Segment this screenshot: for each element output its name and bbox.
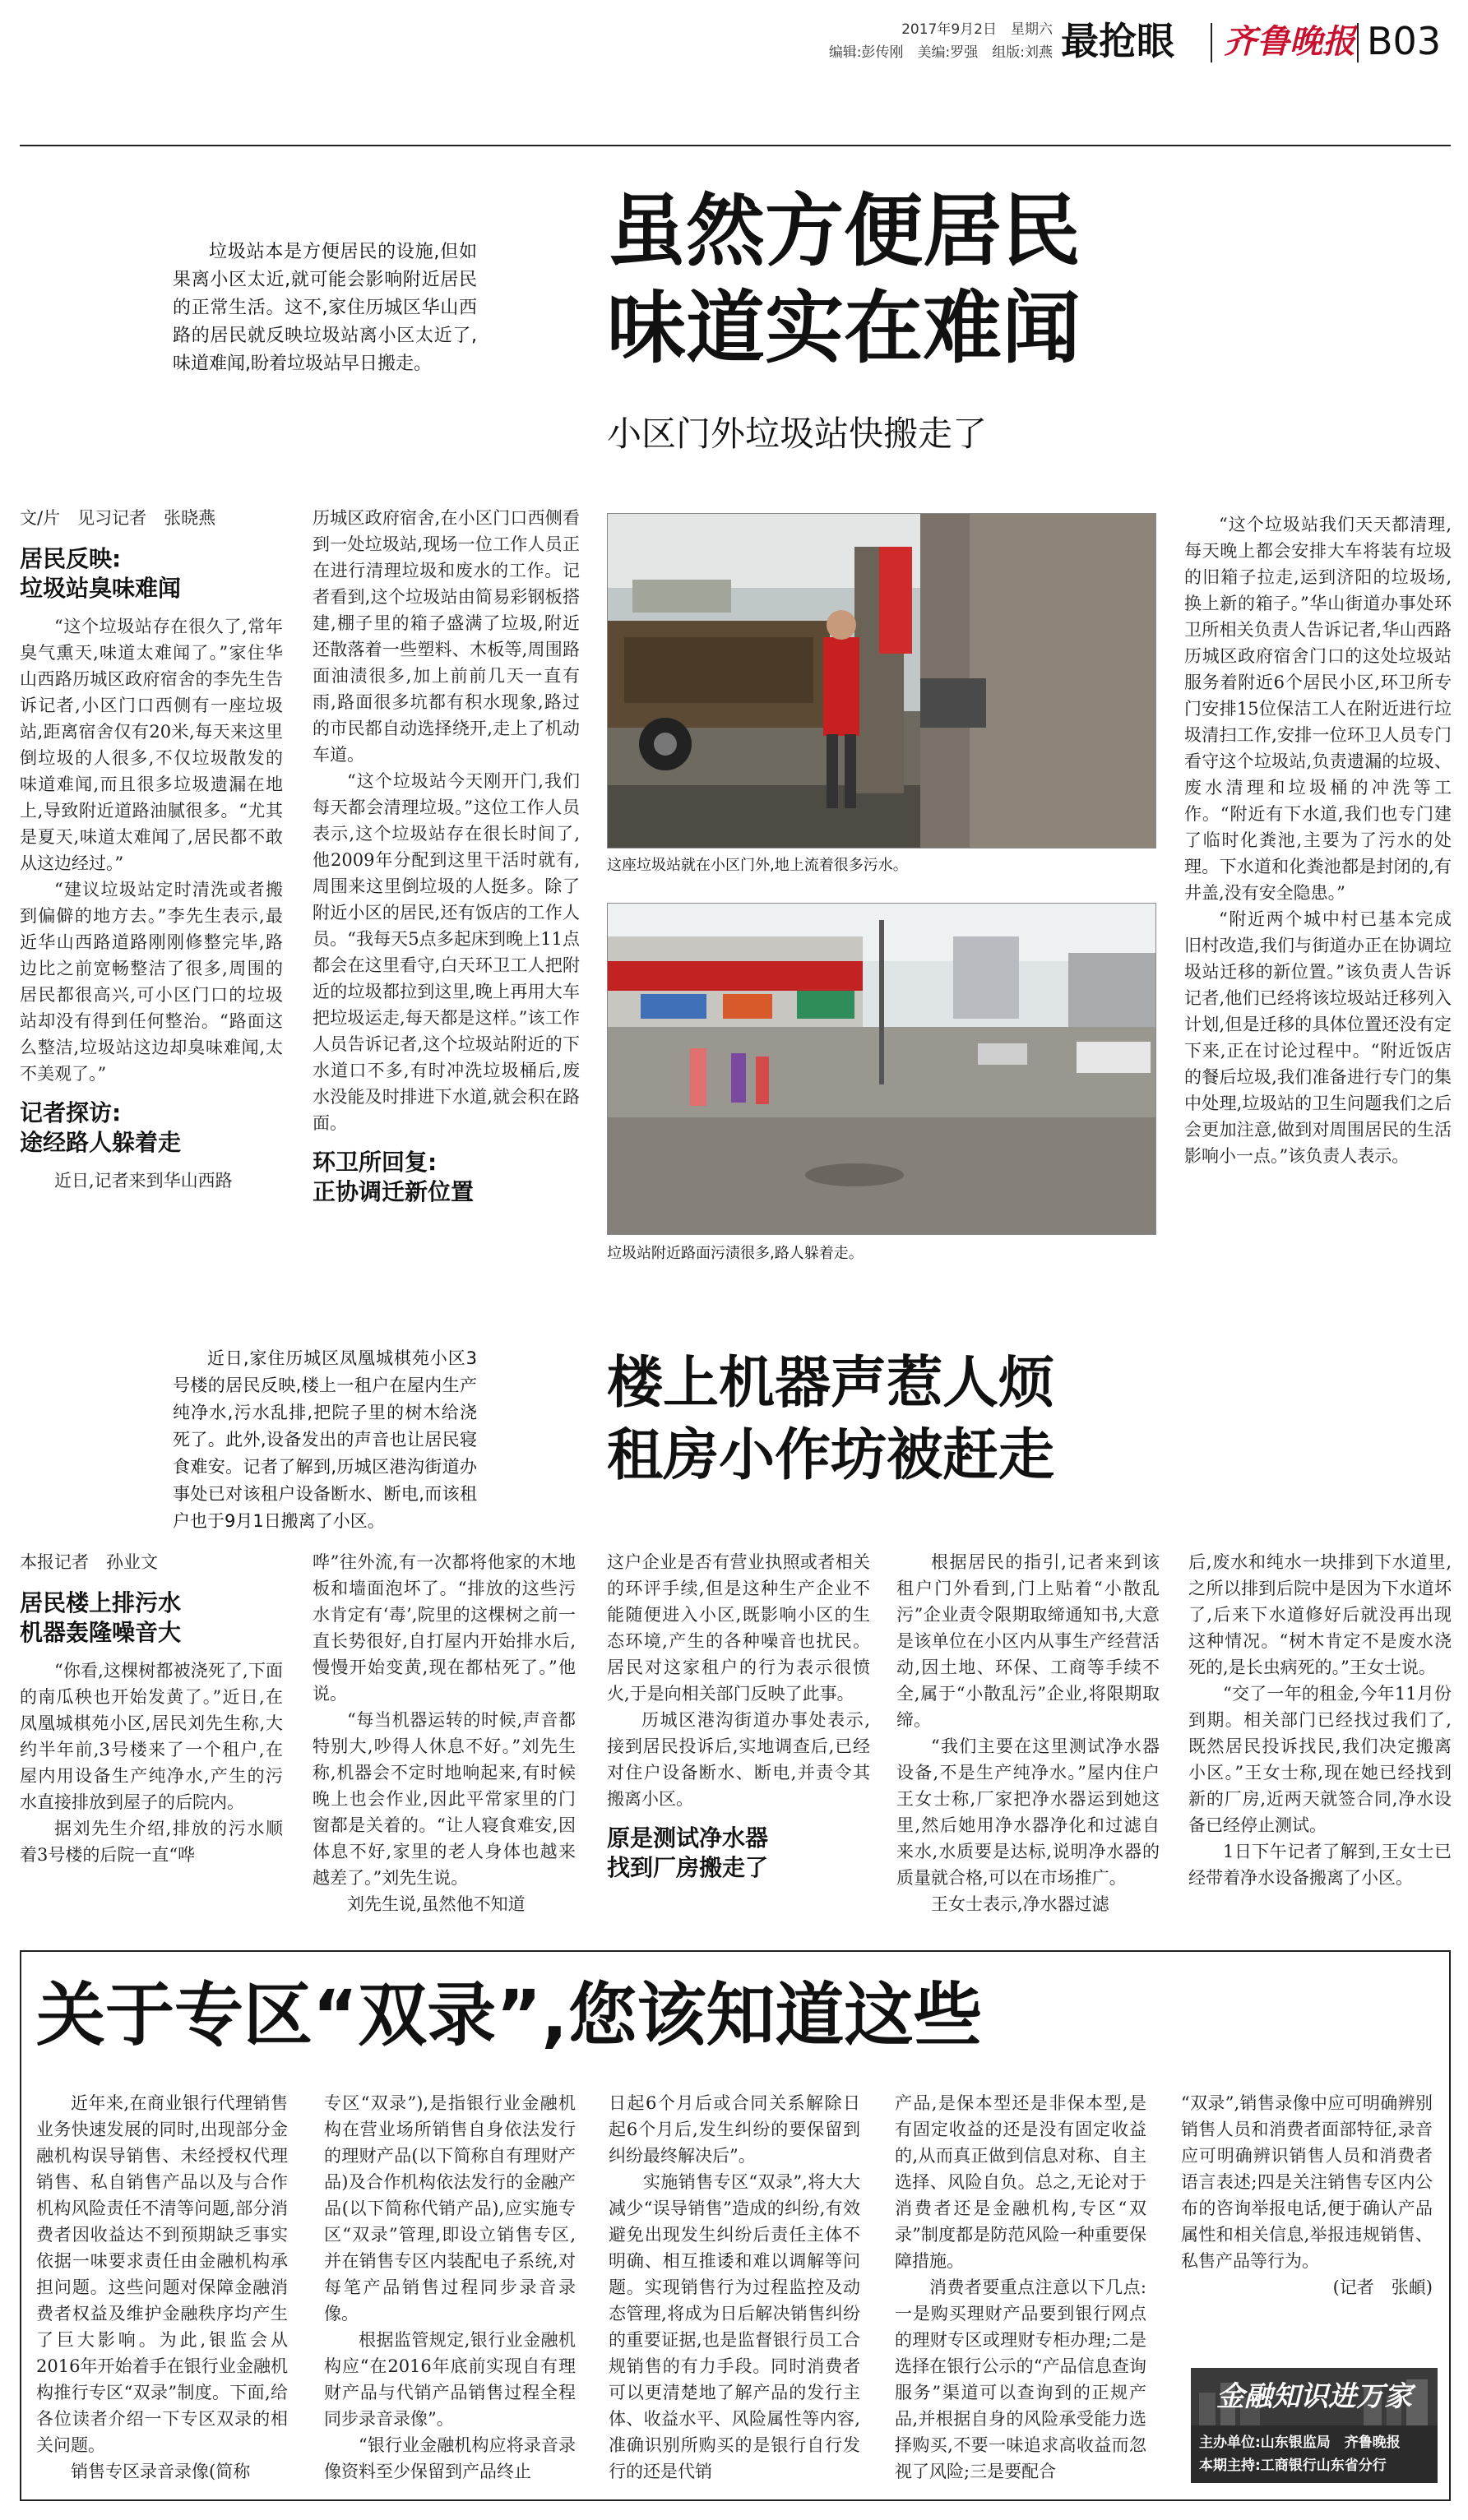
story2-subhead-2: 原是测试净水器 找到厂房搬走了 (607, 1824, 769, 1881)
story3-paragraph: 根据监管规定,银行业金融机构应“在2016年底前实现自有理财产品与代销产品销售过程全程同步录音录像”。 (324, 2330, 576, 2429)
photo-street-road (607, 903, 1156, 1235)
story2-paragraph: 后,废水和纯水一块排到下水道里,之所以排到后院中是因为下水道坏了,后来下水道修好后就没再出现这种情况。“树木肯定不是废水浇死的,是长虫病死的。”王女士说。 (1188, 1552, 1452, 1677)
story3-paragraph: “银行业金融机构应将录音录像资料至少保留到产品终止 (324, 2435, 576, 2481)
story3-paragraph: 日起6个月后或合同关系解除日起6个月后,发生纠纷的要保留到纠纷最终解决后”。 (609, 2093, 860, 2166)
story2-paragraph: 刘先生说,虽然他不知道 (347, 1894, 526, 1914)
story3-column-3 (609, 2090, 860, 2485)
page-number: B03 (1367, 19, 1442, 63)
story2-paragraph: “每当机器运转的时候,声音都特别大,吵得人休息不好。”刘先生称,机器会不定时地响起来,有时候晚上也会作业,因此平常家里的门窗都是关着的。“让人寝食难安,因体息不好,家里的老人身体也越来越差了。”刘先生说。 (313, 1710, 576, 1888)
story2-title-line1: 楼上机器声惹人烦 (607, 1351, 1055, 1416)
story2-byline: 本报记者 孙业文 (20, 1552, 158, 1572)
issue-date: 2017年9月2日 星期六 (901, 21, 1053, 38)
story1-paragraph: “这个垃圾站今天刚开门,我们每天都会清理垃圾。”这位工作人员表示,这个垃圾站存在很长时间了,他2009年分配到这里干活时就有,周围来这里倒垃圾的人挺多。除了附近小区的居民,还有饭店的工作人员。“我每天5点多起床到晚上11点都会在这里看守,白天环卫工人把附近的垃圾都拉到这里,晚上再用大车把垃圾运走,每天都是这样。”该工作人员告诉记者,这个垃圾站附近的下水道口不多,有时冲洗垃圾桶后,废水没能及时排进下水道,就会积在路面。 (313, 771, 580, 1133)
story2-column-1 (20, 1549, 283, 1868)
story3-author: (记者 张頔) (1332, 2277, 1433, 2297)
story2-paragraph: “你看,这棵树都被浇死了,下面的南瓜秧也开始发黄了。”近日,在凤凰城棋苑小区,居民刘先生称,大约半年前,3号楼来了一个租户,在屋内用设备生产纯净水,产生的污水直接排放到屋子的后院内。 (20, 1661, 283, 1812)
banner-sponsor: 本期主持:工商银行山东省分行 (1199, 2458, 1387, 2474)
banner-host: 主办单位:山东银监局 齐鲁晚报 (1199, 2434, 1401, 2451)
story2-paragraph: 根据居民的指引,记者来到该租户门外看到,门上贴着“小散乱污”企业责令限期取缔通知书,大意是该单位在小区内从事生产经营活动,因土地、环保、工商等手续不全,属于“小散乱污”企业,将限期取缔。 (896, 1552, 1160, 1730)
story1-paragraph: “这个垃圾站存在很久了,常年臭气熏天,味道太难闻了。”家住华山西路历城区政府宿舍的李先生告诉记者,小区门口西侧有一座垃圾站,距离宿舍仅有20米,每天来这里倒垃圾的人很多,不仅垃圾散发的味道难闻,而且很多垃圾遗漏在地上,导致附近道路油腻很多。“尤其是夏天,味道太难闻了,居民都不敢从这边经过。” (20, 617, 283, 873)
story3-paragraph: 实施销售专区“双录”,将大大减少“误导销售”造成的纠纷,有效避免出现发生纠纷后责任主体不明确、相互推诿和难以调解等问题。实现销售行为过程监控及动态管理,将成为日后解决销售纠纷的重要证据,也是监督银行员工合规销售的有力手段。同时消费者可以更清楚地了解产品的发行主体、收益水平、风险属性等内容,准确识别所购买的是银行自行发行的还是代销 (609, 2172, 860, 2481)
column-name: 最抢眼 (1061, 19, 1174, 63)
story2-paragraph: “我们主要在这里测试净水器设备,不是生产纯净水。”屋内住户王女士称,厂家把净水器运到她这里,然后她用净水器净化和过滤自来水,水质要是达标,说明净水器的质量就合格,可以在市场推广。 (896, 1736, 1160, 1888)
story1-subhead-1: 居民反映: 垃圾站臭味难闻 (20, 545, 182, 602)
story2-paragraph: “交了一年的租金,今年11月份到期。相关部门已经找过我们了,既然居民投诉找民,我们决定搬离小区。”王女士称,现在她已经找到新的厂房,近两天就签合同,净水设备已经停止测试。 (1188, 1684, 1452, 1835)
story3-paragraph: “双录”,销售录像中应可明确辨别销售人员和消费者面部特征,录音应可明确辨识销售人员和消费者语言表述;四是关注销售专区内公布的咨询举报电话,便于确认产品属性和相关信息,举报违规销售、私售产品等行为。 (1181, 2093, 1433, 2271)
story1-paragraph: 历城区政府宿舍,在小区门口西侧看到一处垃圾站,现场一位工作人员正在进行清理垃圾和废水的工作。记者看到,这个垃圾站由简易彩钢板搭建,棚子里的箱子盛满了垃圾,附近还散落着一些塑料、木板等,周围路面油渍很多,加上前前几天一直有雨,路面很多坑都有积水现象,路过的市民都自动选择绕开,走上了机动车道。 (313, 508, 580, 765)
story3-paragraph: 专区“双录”),是指银行业金融机构在营业场所销售自身依法发行的理财产品(以下简称自有理财产品)及合作机构依法发行的金融产品(以下简称代销产品),应实施专区“双录”管理,即设立销售专区,并在销售专区内装配电子系统,对每笔产品销售过程同步录音录像。 (324, 2093, 576, 2323)
story1-column-3 (1184, 511, 1452, 1169)
story3-column-5 (1181, 2090, 1433, 2300)
story3-paragraph: 销售专区录音录像(简称 (71, 2462, 251, 2481)
story3-paragraph: 近年来,在商业银行代理销售业务快速发展的同时,出现部分金融机构误导销售、未经授权代理销售、私自销售产品以及与合作机构风险责任不清等问题,部分消费者因收益达不到预期缺乏事实依据一味要求责任由金融机构承担问题。这些问题对保障金融消费者权益及维护金融秩序均产生了巨大影响。为此,银监会从2016年开始着手在银行业金融机构推行专区“双录”制度。下面,给各位读者介绍一下专区双录的相关问题。 (36, 2093, 288, 2455)
story3-column-1 (36, 2090, 288, 2485)
story2-lead: 近日,家住历城区凤凰城棋苑小区3号楼的居民反映,楼上一租户在屋内生产纯净水,污水乱排,把院子里的树木给浇死了。此外,设备发出的声音也让居民寝食难安。记者了解到,历城区港沟街道办事处已对该租户设备断水、断电,而该租户也于9月1日搬离了小区。 (173, 1348, 477, 1531)
story1-paragraph: 近日,记者来到华山西路 (54, 1171, 233, 1191)
story1-paragraph: “建议垃圾站定时清洗或者搬到偏僻的地方去。”李先生表示,最近华山西路道路刚刚修整完毕,路边比之前宽畅整洁了很多,周围的居民都很高兴,可小区门口的垃圾站却没有得到任何整治。“路面这么整洁,垃圾站这边却臭味难闻,太不美观了。” (20, 880, 283, 1084)
story1-subhead-2: 记者探访: 途经路人躲着走 (20, 1099, 182, 1156)
photo-garbage-station (607, 513, 1156, 848)
story1-column-1 (20, 505, 283, 1194)
story1-lead: 垃圾站本是方便居民的设施,但如果离小区太近,就可能会影响附近居民的正常生活。这不,家住历城区华山西路的居民就反映垃圾站离小区太近了,味道难闻,盼着垃圾站早日搬走。 (173, 242, 477, 374)
header-rule (20, 145, 1451, 146)
story1-paragraph: “附近两个城中村已基本完成旧村改造,我们与街道办正在协调垃圾站迁移的新位置。”该负责人告诉记者,他们已经将该垃圾站迁移列入计划,但是迁移的具体位置还没有定下来,正在讨论过程中。“附近饭店的餐后垃圾,我们准备进行专门的集中处理,垃圾站的卫生问题我们之后会更加注意,做到对周围居民的生活影响小一点。”该负责人表示。 (1184, 909, 1452, 1166)
story3-column-4 (895, 2090, 1146, 2485)
newspaper-logo: 齐鲁晚报 (1224, 22, 1355, 61)
story2-column-4 (896, 1549, 1160, 1917)
story1-title-line2: 味道实在难闻 (607, 282, 1081, 374)
header-divider-2 (1357, 23, 1359, 62)
story3-column-2 (324, 2090, 576, 2485)
editor-credits: 编辑:彭传刚 美编:罗强 组版:刘燕 (828, 44, 1053, 61)
story2-title-line2: 租房小作坊被赶走 (607, 1423, 1055, 1488)
story2-paragraph: 哗”往外流,有一次都将他家的木地板和墙面泡坏了。“排放的这些污水肯定有‘毒’,院里的这棵树之前一直长势很好,自打屋内开始排水后,慢慢开始变黄,现在都枯死了。”他说。 (313, 1552, 576, 1704)
header-divider-1 (1211, 23, 1212, 62)
finance-knowledge-banner (1191, 2368, 1438, 2483)
story2-paragraph: 据刘先生介绍,排放的污水顺着3号楼的后院一直“哗 (20, 1819, 283, 1865)
story2-column-3 (607, 1549, 870, 1893)
story3-paragraph: 消费者要重点注意以下几点:一是购买理财产品要到银行网点的理财专区或理财专柜办理;二是选择在银行公示的“产品信息查询服务”渠道可以查询到的正规产品,并根据自身的风险承受能力选择购买,不要一味追求高收益而忽视了风险;三是要配合 (895, 2277, 1146, 2481)
story2-column-2 (313, 1549, 576, 1917)
story2-paragraph: 王女士表示,净水器过滤 (931, 1894, 1109, 1914)
story1-subtitle: 小区门外垃圾站快搬走了 (607, 414, 988, 454)
story2-paragraph: 1日下午记者了解到,王女士已经带着净水设备搬离了小区。 (1188, 1842, 1452, 1888)
story1-paragraph: “这个垃圾站我们天天都清理,每天晚上都会安排大车将装有垃圾的旧箱子拉走,运到济阳的垃圾场,换上新的箱子。”华山街道办事处环卫所相关负责人告诉记者,华山西路历城区政府宿舍门口的这处垃圾站服务着附近6个居民小区,环卫所专门安排15位保洁工人在附近进行垃圾清扫工作,安排一位环卫人员专门看守这个垃圾站,负责遗漏的垃圾、废水清理和垃圾桶的冲洗等工作。“附近有下水道,我们也专门建了临时化粪池,主要为了污水的处理。下水道和化粪池都是封闭的,有井盖,没有安全隐患。” (1184, 515, 1452, 903)
story1-subhead-3: 环卫所回复: 正协调迁新位置 (313, 1149, 475, 1205)
story1-byline: 文/片 见习记者 张晓燕 (20, 508, 216, 528)
story2-subhead-1: 居民楼上排污水 机器轰隆噪音大 (20, 1589, 182, 1646)
story2-paragraph: 这户企业是否有营业执照或者相关的环评手续,但是这种生产企业不能随便进入小区,既影响小区的生态环境,产生的各种噪音也扰民。居民对这家租户的行为表示很愤火,于是向相关部门反映了此事。 (607, 1552, 870, 1704)
photo1-caption: 这座垃圾站就在小区门外,地上流着很多污水。 (607, 857, 908, 874)
story1-column-2 (313, 505, 580, 1217)
story1-title-line1: 虽然方便居民 (607, 185, 1081, 277)
header-meta (724, 18, 1053, 64)
story2-paragraph: 历城区港沟街道办事处表示,接到居民投诉后,实地调查后,已经对住户设备断水、断电,并责令其搬离小区。 (607, 1710, 870, 1809)
banner-title: 金融知识进万家 (1216, 2380, 1412, 2413)
story3-title: 关于专区“双录”,您该知道这些 (36, 1975, 983, 2055)
story2-column-5 (1188, 1549, 1452, 1891)
photo2-caption: 垃圾站附近路面污渍很多,路人躲着走。 (607, 1245, 864, 1262)
story3-paragraph: 产品,是保本型还是非保本型,是有固定收益的还是没有固定收益的,从而真正做到信息对称、自主选择、风险自负。总之,无论对于消费者还是金融机构,专区“双录”制度都是防范风险一种重要保障措施。 (895, 2093, 1146, 2271)
